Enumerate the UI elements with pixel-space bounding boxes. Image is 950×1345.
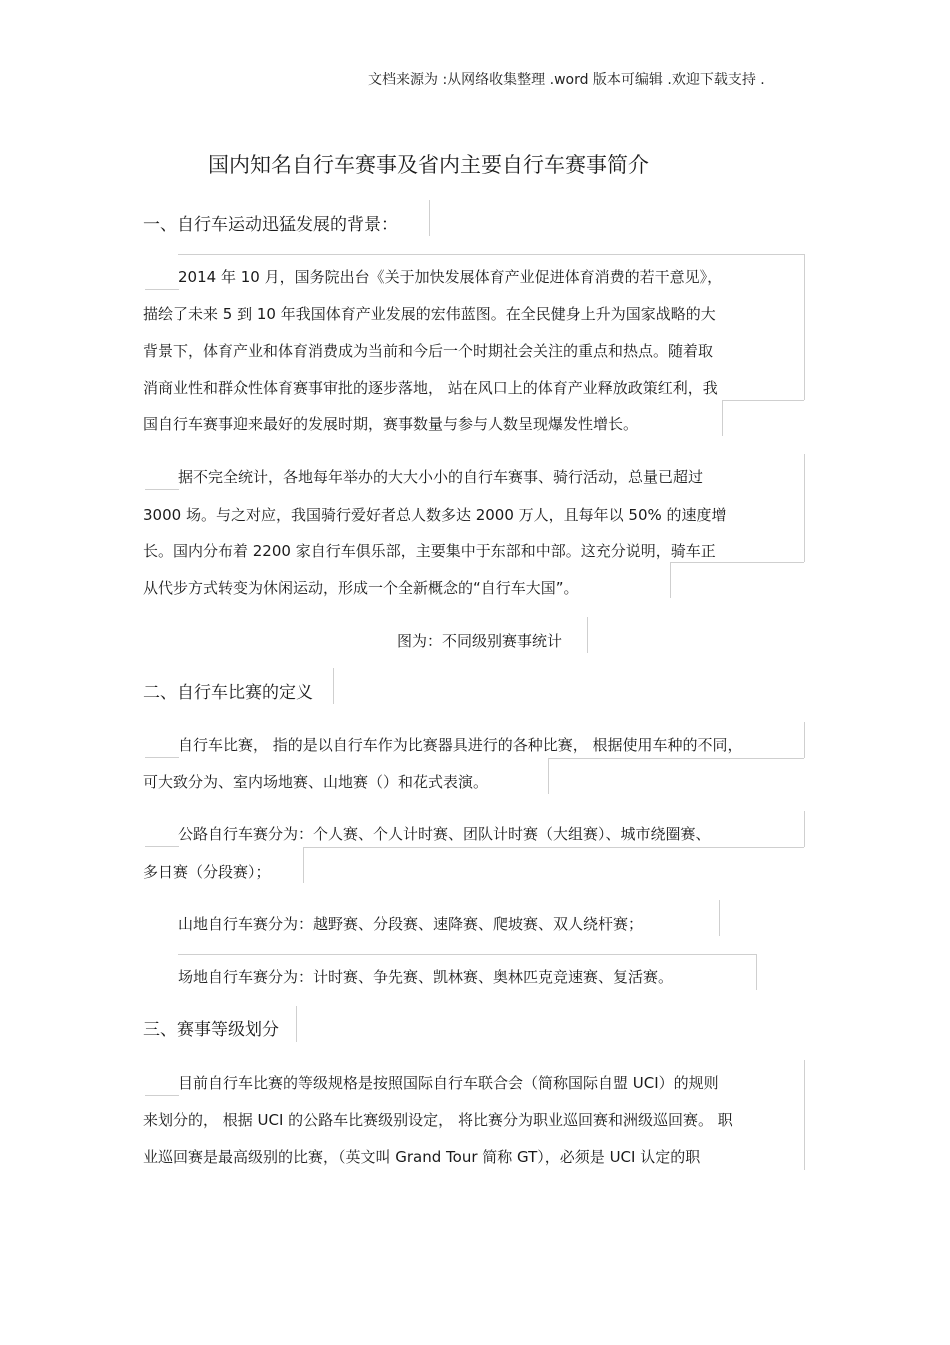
figure-caption: 图为：不同级别赛事统计 [397, 632, 563, 650]
frame-line [303, 847, 804, 848]
frame-line [303, 847, 304, 883]
s2-p4: 场地自行车赛分为：计时赛、争先赛、凯林赛、奥林匹克竞速赛、复活赛。 [178, 968, 674, 986]
frame-line [548, 758, 549, 794]
frame-line [333, 668, 334, 704]
s1-p1-line-2: 描绘了未来 5 到 10 年我国体育产业发展的宏伟蓝图。在全民健身上升为国家战略的大 [143, 305, 716, 323]
s1-p2-line-3: 长。国内分布着 2200 家自行车俱乐部，主要集中于东部和中部。这充分说明，骑车正 [143, 542, 716, 560]
frame-line [178, 254, 804, 255]
s1-p1-line-1: 2014 年 10 月，国务院出台《关于加快发展体育产业促进体育消费的若干意见》， [178, 268, 723, 286]
s1-p2-line-2: 3000 场。与之对应，我国骑行爱好者总人数多达 2000 万人，且每年以 50% 的速度增 [143, 506, 727, 524]
page-header: 文档来源为 :从网络收集整理 .word 版本可编辑 .欢迎下载支持 . [368, 72, 765, 88]
s3-p1-line-2: 来划分的， 根据 UCI 的公路车比赛级别设定， 将比赛分为职业巡回赛和洲级巡回赛。 职 [143, 1111, 733, 1129]
s2-p2-line-2: 多日赛（分段赛）； [143, 863, 271, 881]
frame-line [587, 617, 588, 653]
s1-p2-line-1: 据不完全统计，各地每年举办的大大小小的自行车赛事、骑行活动，总量已超过 [178, 468, 704, 486]
frame-line [429, 200, 430, 236]
frame-line [804, 1060, 805, 1170]
frame-line [670, 562, 671, 598]
frame-line [178, 954, 756, 955]
document-title: 国内知名自行车赛事及省内主要自行车赛事简介 [208, 153, 649, 177]
frame-line [548, 758, 804, 759]
section-2-heading: 二、自行车比赛的定义 [143, 683, 313, 703]
s3-p1-line-3: 业巡回赛是最高级别的比赛，（英文叫 Grand Tour 简称 GT），必须是 UCI 认定的职 [143, 1148, 701, 1166]
s1-p2-line-4: 从代步方式转变为休闲运动，形成一个全新概念的“自行车大国”。 [143, 579, 579, 597]
frame-line [145, 489, 179, 490]
s2-p1-line-2: 可大致分为、室内场地赛、山地赛（）和花式表演。 [143, 773, 489, 791]
section-3-heading: 三、赛事等级划分 [143, 1020, 279, 1040]
frame-line [756, 954, 757, 990]
frame-line [145, 1095, 179, 1096]
s2-p3: 山地自行车赛分为：越野赛、分段赛、速降赛、爬坡赛、双人绕杆赛； [178, 915, 644, 933]
frame-line [804, 454, 805, 562]
s3-p1-line-1: 目前自行车比赛的等级规格是按照国际自行车联合会（简称国际自盟 UCI）的规则 [178, 1074, 719, 1092]
frame-line [670, 562, 804, 563]
frame-line [722, 400, 804, 401]
s2-p1-line-1: 自行车比赛， 指的是以自行车作为比赛器具进行的各种比赛， 根据使用车种的不同， [178, 736, 743, 754]
s1-p1-line-4: 消商业性和群众性体育赛事审批的逐步落地， 站在风口上的体育产业释放政策红利，我 [143, 379, 718, 397]
s1-p1-line-5: 国自行车赛事迎来最好的发展时期，赛事数量与参与人数呈现爆发性增长。 [143, 415, 639, 433]
s2-p2-line-1: 公路自行车赛分为：个人赛、个人计时赛、团队计时赛（大组赛）、城市绕圈赛、 [178, 825, 711, 843]
frame-line [722, 400, 723, 436]
frame-line [719, 900, 720, 936]
frame-line [145, 289, 179, 290]
frame-line [804, 254, 805, 400]
frame-line [145, 757, 179, 758]
frame-line [145, 846, 179, 847]
section-1-heading: 一、自行车运动迅猛发展的背景： [143, 215, 398, 235]
frame-line [804, 722, 805, 758]
frame-line [296, 1006, 297, 1042]
frame-line [804, 811, 805, 847]
s1-p1-line-3: 背景下，体育产业和体育消费成为当前和今后一个时期社会关注的重点和热点。随着取 [143, 342, 714, 360]
